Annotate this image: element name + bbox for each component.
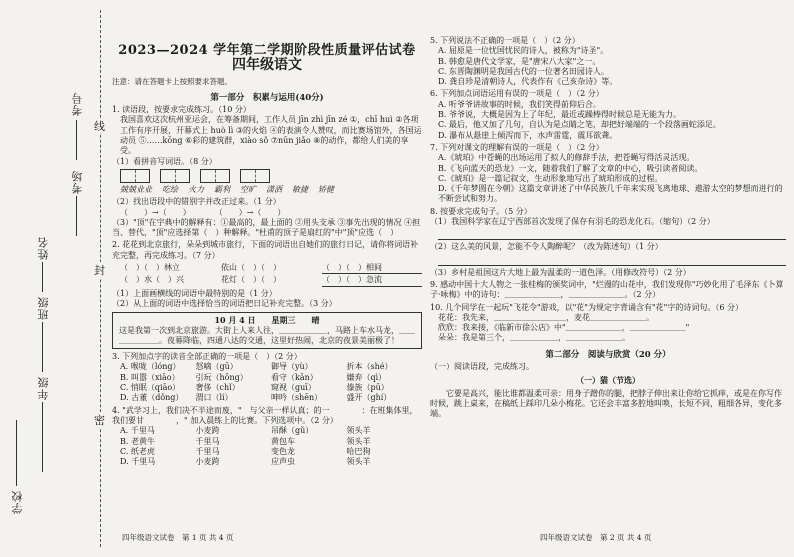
- q4-option: 领头羊: [346, 457, 371, 467]
- nianji-label: 年级: [37, 376, 50, 400]
- diary-header: 10 月 4 日 星期三 晴: [214, 315, 320, 326]
- handwritten-answer: 敏捷: [292, 184, 308, 194]
- answer-box[interactable]: [240, 169, 270, 183]
- q8-intro: 8. 按要求完成句子。（5 分）: [430, 206, 532, 216]
- q3-option: 怒嘀（gū）: [195, 362, 238, 372]
- handwritten-answer: 火力: [188, 184, 204, 194]
- q3-option: 呻吟（shēn）: [271, 393, 323, 403]
- q1-2-blanks[interactable]: （ ）→（ ） （ ）→（ ）: [120, 207, 286, 217]
- q4-option: 黄包车: [271, 436, 295, 446]
- q3-options: [112, 362, 422, 403]
- answer-line[interactable]: [438, 229, 786, 240]
- kaochang-label: 考场: [71, 170, 84, 194]
- q2-2: （2）从上面的词语中选择恰当的词语把日记补充完整。（3 分）: [112, 298, 337, 308]
- fold-char-mi: 密: [94, 414, 105, 427]
- q2-word[interactable]: （ ）水（ ）兴: [120, 275, 184, 285]
- q4-intro: 4. "武学习上，我们决不半途而废，" 与父亲一样认真；的一 ：在班集体里，我们要甘 ，" 加入晨练上的比赛。下列选项中。（2 分）: [112, 405, 418, 425]
- nianji-line: [42, 402, 43, 472]
- q8-3: （3）乡村是祖国这片大地上最为温柔的一道色泽。（用修改符号）（2 分）: [430, 267, 691, 277]
- q7-option[interactable]: C.《琥珀》是一篇记叙文，生动形象地写出了琥珀形成的过程。: [438, 173, 663, 183]
- q7-option[interactable]: B.《飞向蓝天的恐龙》一文，随着我们了解了文章的中心，吸引读者阅读。: [438, 163, 703, 173]
- handwritten-answer: 潇洒: [266, 184, 282, 194]
- q5-option[interactable]: A. 屈原是一位忧国忧民的诗人，被称为"诗圣"。: [438, 46, 609, 56]
- q4-option[interactable]: B. 老黄牛: [120, 436, 155, 446]
- reading-passage: 它要是高兴，能比谁都温柔可亲：用身子蹭你的腿，把脖子伸出来让你给它抓痒，或是在你写作时候，跳上桌来，在稿纸上踩印几朵小梅花。它还会丰富多腔地叫唤，长短不同，粗细各异，变化多端。: [430, 388, 782, 419]
- q4-option: 千里马: [195, 436, 220, 446]
- q3-option: 窥视（guī）: [271, 383, 316, 393]
- page-1-footer: 四年级语文试卷 第 1 页 共 4 页: [122, 532, 234, 542]
- q4-option: 领头羊: [346, 436, 371, 446]
- q5-intro: 5. 下列说法不正确的一项是（ ）（2 分）: [430, 36, 580, 45]
- q9[interactable]: 9. 感动中国十大人物之一张桂梅的颁奖词中，"烂漫的山花中，我们发现你"巧妙化用了毛泽东《卜算子·咏梅》中的诗句：＿＿＿＿＿＿＿，＿＿＿＿＿＿＿。（2 分）: [430, 279, 784, 300]
- q4-option: 小麦跨: [195, 426, 220, 436]
- handwritten-answer: 矫健: [318, 184, 334, 194]
- q7-option[interactable]: D.《千年梦圆在今朝》这篇文章讲述了中华民族几千年来实现飞离地球、遨游太空的梦想而进行的不断尝试和努力。: [438, 184, 783, 204]
- xuexiao-label: 学校: [11, 490, 24, 514]
- q10-line[interactable]: 花花：我先来，＿＿＿＿＿＿＿＿＿，麦花＿＿＿＿＿＿＿。: [438, 312, 654, 322]
- xingming-label: 姓名: [37, 236, 50, 260]
- q3-option: 看守（kān）: [271, 372, 318, 382]
- q3-option: 奢侈（chǐ）: [195, 383, 240, 393]
- q7-intro: 7. 下列对课文的理解有误的一项是（ ）（2 分）: [430, 142, 604, 152]
- q6-option[interactable]: D. 瀑布从悬崖上倾泻而下，水声雷霆，震耳欲聋。: [438, 130, 618, 140]
- q5-option[interactable]: B. 韩愈是唐代文学家，是"唐宋八大家"之一。: [438, 56, 601, 66]
- xuexiao-line: [16, 420, 17, 486]
- q3-option: 傣族（pū）: [346, 383, 389, 393]
- q4-options: [112, 426, 422, 467]
- binding-margin: [0, 0, 108, 557]
- handwritten-answer: 霸利: [214, 184, 230, 194]
- part1-heading: 第一部分 积累与运用(40分): [210, 92, 324, 103]
- q10-line[interactable]: 朵朵：我是第三个，＿＿＿＿＿＿，＿＿＿＿＿＿＿。: [438, 333, 630, 343]
- passage-title: （一）猫（节选）: [576, 375, 640, 386]
- q4-option[interactable]: D. 千里马: [120, 457, 156, 467]
- q3-option: 御导（yù）: [271, 362, 313, 372]
- exam-notice: 注意：请在答题卡上按照要求答题。: [112, 76, 232, 86]
- q6-intro: 6. 下列加点词语运用有误的一项是（ ）（2 分）: [430, 89, 604, 99]
- answer-box[interactable]: [120, 169, 150, 183]
- q4-option: 哈巴狗: [346, 446, 371, 456]
- page-2-footer: 四年级语文试卷 第 2 页 共 4 页: [540, 532, 652, 542]
- handwriting-row: [120, 185, 422, 195]
- exam-subtitle: 四年级语文: [232, 57, 302, 74]
- q10-intro: 10. 几个同学在一起玩"飞花令"游戏，以"花"为规定字背诵含有"花"字的诗词句。（6 分）: [430, 302, 743, 312]
- answer-box[interactable]: [160, 169, 190, 183]
- q3-option[interactable]: B. 叫嚣（xiāo）: [120, 372, 180, 382]
- q5-option[interactable]: C. 东晋陶渊明是我国古代的一位著名田园诗人。: [438, 66, 609, 76]
- exam-title: 2023—2024 学年第二学期阶段性质量评估试卷: [118, 43, 416, 58]
- q3-option: 盛开（ghí）: [346, 393, 392, 403]
- q4-option: 小麦跨: [195, 457, 220, 467]
- q2-word[interactable]: （ ）（ ）相间: [322, 263, 422, 274]
- q2-word-grid: [120, 263, 422, 287]
- q3-option[interactable]: C. 悄眠（qiāo）: [120, 383, 181, 393]
- answer-line[interactable]: [438, 255, 786, 266]
- q2-word[interactable]: 依山（ ）（ ）: [221, 263, 281, 273]
- q6-option[interactable]: B. 爷爷说，大概是因为上了年纪，最近或躁棒得时候总是无能为力。: [438, 110, 681, 120]
- q5-option[interactable]: D. 龚自珍是清朝诗人，代表作有《己亥杂诗》等。: [438, 77, 618, 87]
- q4-option[interactable]: A. 千里马: [120, 426, 155, 436]
- kaochang-line: [76, 196, 77, 236]
- kaohao-line: [76, 120, 77, 160]
- q6-option[interactable]: C. 最后，他又加了几句，自认为是点睛之笔，却把好端端的一个段落画蛇添足。: [438, 120, 721, 130]
- q3-option: 折本（shé）: [346, 362, 393, 372]
- fold-char-feng: 封: [94, 264, 105, 277]
- seal-line: [100, 10, 101, 547]
- q6-option[interactable]: A. 听爷爷讲故事的时候，我们笑得前仰后合。: [438, 99, 601, 109]
- q8-1: （1）我国科学家在辽宁西部首次发现了保存有羽毛的恐龙化石。（缩句）（2 分）: [430, 217, 715, 227]
- q4-option: 吊酥（gǔ）: [271, 426, 314, 436]
- q2-1: （1）上面画横线的词语中最特别的是（1 分）: [112, 288, 277, 298]
- q7-option[interactable]: A.《琥珀》中苍蝇的出场运用了拟人的修辞手法，把苍蝇写得活灵活现。: [438, 153, 695, 163]
- q3-option: 引玩（hōng）: [195, 372, 248, 382]
- q3-intro: 3. 下列加点字的读音全部正确的一项是（ ）（2 分）: [112, 352, 302, 362]
- diary-body[interactable]: 这是我第一次到北京旅游。大街上人来人往，＿＿＿＿＿＿，马路上车水马龙，＿＿＿＿＿＿＿。夜幕降临，四通八达的交通，这里好热闹，北京的夜景美丽极了！: [119, 325, 415, 345]
- q2-word[interactable]: （ ）（ ）急流: [322, 275, 422, 286]
- xingming-line: [42, 262, 43, 292]
- q3-option[interactable]: D. 古董（dǒng）: [120, 393, 184, 403]
- kaohao-label: 考号: [71, 92, 84, 116]
- page-2: [430, 0, 786, 557]
- diary-box: [112, 312, 422, 349]
- q8-2: （2）这么美的风景，怎能不令人陶醉呢？（改为陈述句）（1 分）: [430, 242, 663, 252]
- handwritten-answer: 空旷: [240, 184, 256, 194]
- q2-intro: 2. 花花到北京旅行，朵朵到城市旅行，下面的词语出自她们的旅行日记，请你将词语补充完整，再完成练习。（7 分）: [112, 240, 419, 260]
- q1-passage: 我国喜欢这次杭州亚运会，在筹备期间，工作人员 jīn zhì jīn zé ①，chī huì ②各项工作有序开展，开幕式上 huò lì ③的火焰 ④的表演令人赞叹，而比赛场馆外，各国运动员 ⑤……kōng ⑥彩的建筑群，xiào sǒ ⑦nūn jiǎo ⑧的动作，都给人们美的享受。: [120, 115, 422, 156]
- q4-option: 应声虫: [271, 457, 295, 467]
- part2-intro: （一）阅读语段，完成练习。: [430, 362, 534, 372]
- q4-option: 领头羊: [346, 426, 371, 436]
- q3-option: 渭口（lí）: [195, 393, 233, 403]
- page-1: [112, 0, 422, 557]
- q4-option[interactable]: C. 纸老虎: [120, 446, 155, 456]
- q4-option: 变色龙: [271, 446, 295, 456]
- banji-line: [42, 322, 43, 372]
- handwritten-answer: 吃绘: [162, 184, 178, 194]
- q1-3: （3）"顶"在字典中的解释有：①最高的，最上面的 ②用头支承 ③事先出现的情况 ④担当、替代，"顶"应选择第（ ）种解释。"杜甫的顶子是扇红的"中"顶"应选（ ）: [112, 217, 421, 238]
- q2-word[interactable]: （ ）（ ）林立: [120, 263, 180, 273]
- q10-line[interactable]: 欣欣：我来接，《临新市徐公店》中"＿＿＿＿＿＿＿，＿＿＿＿＿＿＿": [438, 323, 690, 333]
- fold-char-xian: 线: [94, 120, 105, 133]
- pinyin-box-row: [120, 169, 422, 183]
- answer-box[interactable]: [200, 169, 230, 183]
- banji-label: 班级: [37, 296, 50, 320]
- q2-word[interactable]: 花灯（ ）（ ）: [221, 275, 281, 285]
- part2-heading: 第二部分 阅读与欣赏（20 分）: [545, 349, 671, 360]
- q4-option: 千里马: [195, 446, 220, 456]
- q1-2: （2）找出语段中的错别字并改正过来。（1 分）: [112, 197, 281, 207]
- q3-option[interactable]: A. 喉咙（lóng）: [120, 362, 181, 372]
- q1-1: （1）看拼音写词语。（8 分）: [112, 156, 217, 166]
- q3-option: 嫌弃（qì）: [346, 372, 387, 382]
- q1-intro: 1. 读语段，按要求完成练习。（10 分）: [112, 105, 251, 115]
- handwritten-answer: 兢兢业业: [120, 184, 152, 194]
